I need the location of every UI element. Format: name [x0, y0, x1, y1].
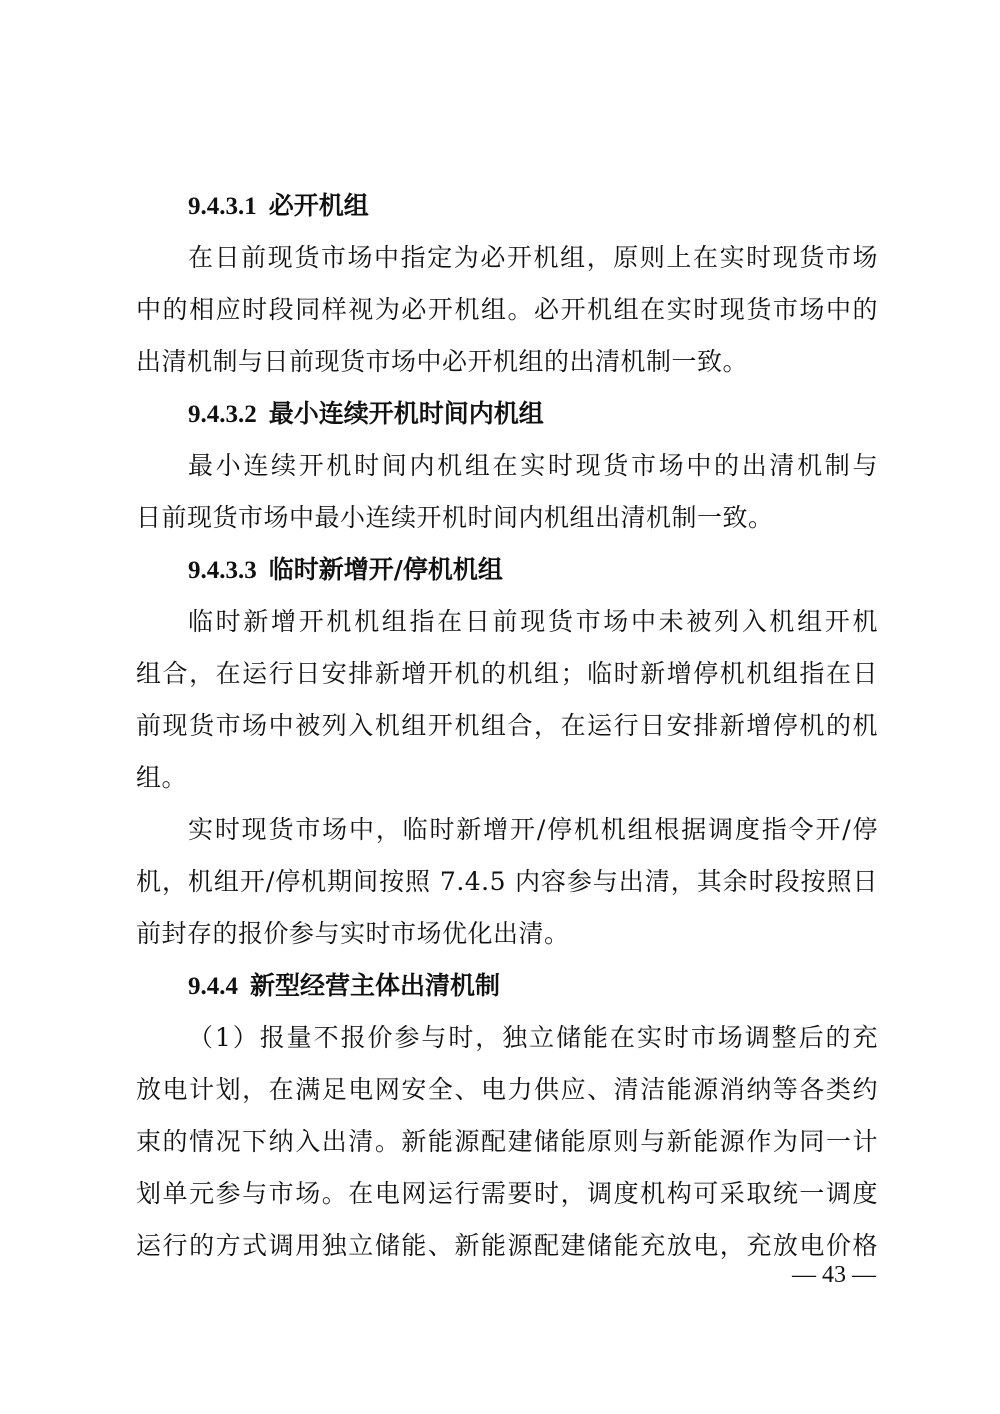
paragraph-line: 束的情况下纳入出清。新能源配建储能原则与新能源作为同一计	[136, 1127, 878, 1156]
page-number: — 43 —	[792, 1262, 876, 1288]
paragraph-line: 划单元参与市场。在电网运行需要时，调度机构可采取统一调度	[136, 1179, 878, 1208]
paragraph-line: 运行的方式调用独立储能、新能源配建储能充放电，充放电价格	[136, 1231, 878, 1260]
section-number: 9.4.4	[188, 973, 238, 1000]
paragraph-line: 最小连续开机时间内机组在实时现货市场中的出清机制与	[188, 451, 878, 480]
paragraph-line: 放电计划，在满足电网安全、电力供应、清洁能源消纳等各类约	[136, 1075, 878, 1104]
section-number: 9.4.3.3	[188, 557, 257, 584]
paragraph-line: 组合，在运行日安排新增开机的机组；临时新增停机机组指在日	[136, 659, 878, 688]
paragraph-line: 前封存的报价参与实时市场优化出清。	[136, 919, 570, 948]
paragraph-line: 前现货市场中被列入机组开机组合，在运行日安排新增停机的机	[136, 711, 878, 740]
section-title: 新型经营主体出清机制	[250, 971, 501, 1000]
section-number: 9.4.3.1	[188, 193, 257, 220]
document-body	[136, 180, 878, 1272]
section-heading	[136, 180, 878, 232]
paragraph-line: 机，机组开/停机期间按照 7.4.5 内容参与出清，其余时段按照日	[136, 867, 878, 896]
section-title: 必开机组	[268, 191, 369, 220]
section-heading	[136, 388, 878, 440]
paragraph-line: （1）报量不报价参与时，独立储能在实时市场调整后的充	[188, 1023, 878, 1052]
paragraph-line: 组。	[136, 763, 188, 792]
paragraph-line: 出清机制与日前现货市场中必开机组的出清机制一致。	[136, 347, 749, 376]
section-heading	[136, 544, 878, 596]
section-heading	[136, 960, 878, 1012]
paragraph-line: 中的相应时段同样视为必开机组。必开机组在实时现货市场中的	[136, 295, 878, 324]
section-title: 最小连续开机时间内机组	[268, 399, 544, 428]
section-title: 临时新增开/停机机组	[268, 555, 503, 584]
section-number: 9.4.3.2	[188, 401, 257, 428]
paragraph-line: 临时新增开机机组指在日前现货市场中未被列入机组开机	[188, 607, 878, 636]
paragraph-line: 在日前现货市场中指定为必开机组，原则上在实时现货市场	[188, 243, 878, 272]
paragraph-line: 实时现货市场中，临时新增开/停机机组根据调度指令开/停	[188, 815, 878, 844]
paragraph-line: 日前现货市场中最小连续开机时间内机组出清机制一致。	[136, 503, 774, 532]
